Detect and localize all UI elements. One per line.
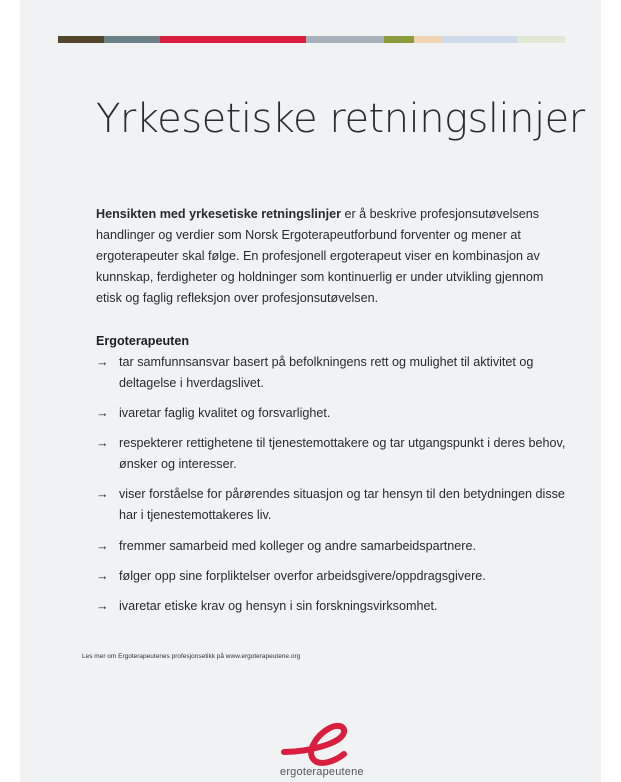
- list-item: [96, 566, 579, 587]
- stripe-segment-8: [517, 36, 565, 43]
- arrow-icon: →: [96, 599, 109, 613]
- list-item: [96, 352, 579, 394]
- document-page: [20, 0, 601, 782]
- list-item-text: fremmer samarbeid med kolleger og andre samarbeidspartnere.: [119, 539, 476, 553]
- ergoterapeutene-e-logo-icon: [276, 722, 366, 768]
- list-item: [96, 433, 579, 475]
- logo-text: ergoterapeutene: [280, 766, 364, 778]
- arrow-icon: →: [96, 539, 109, 553]
- list-item-text: følger opp sine forpliktelser overfor arbeidsgivere/oppdragsgivere.: [119, 569, 486, 583]
- stripe-segment-6: [414, 36, 442, 43]
- list-item: [96, 536, 579, 557]
- list-item: [96, 484, 579, 526]
- page-title: Yrkesetiske retningslinjer: [96, 96, 585, 142]
- stripe-segment-3: [160, 36, 306, 43]
- footnote: Les mer om Ergoterapeutenes profesjonsetikk på www.ergoterapeutene.org: [82, 653, 301, 660]
- arrow-icon: →: [96, 406, 109, 420]
- section-title: Ergoterapeuten: [96, 334, 190, 348]
- brand-logo: [276, 722, 366, 782]
- list-item-text: ivaretar faglig kvalitet og forsvarlighet.: [119, 406, 331, 420]
- arrow-icon: →: [96, 355, 109, 369]
- stripe-segment-2: [104, 36, 160, 43]
- stripe-segment-5: [384, 36, 414, 43]
- list-item-text: respekterer rettighetene til tjenestemottakere og tar utgangspunkt i deres behov, ønsker og interesser.: [119, 436, 566, 471]
- list-item-text: tar samfunnsansvar basert på befolkningens rett og mulighet til aktivitet og deltagelse i hverdagslivet.: [119, 355, 534, 390]
- color-stripe: [58, 36, 565, 43]
- stripe-segment-7: [442, 36, 517, 43]
- list-item-text: ivaretar etiske krav og hensyn i sin forskningsvirksomhet.: [119, 599, 438, 613]
- arrow-icon: →: [96, 569, 109, 583]
- list-item-text: viser forståelse for pårørendes situasjon og tar hensyn til den betydningen disse har i tjenestemottakeres liv.: [119, 487, 565, 522]
- list-item: [96, 403, 579, 424]
- stripe-segment-4: [306, 36, 384, 43]
- list-item: [96, 596, 579, 617]
- stripe-segment-1: [58, 36, 104, 43]
- arrow-icon: →: [96, 487, 109, 501]
- intro-paragraph: [96, 204, 546, 309]
- arrow-icon: →: [96, 436, 109, 450]
- intro-text: er å beskrive profesjonsutøvelsens handlinger og verdier som Norsk Ergoterapeutforbund forventer og mener at ergoterapeuter skal følge. En profesjonell ergoterapeut viser en kombinasjon av kunnskap, ferdigheter og holdninger som kontinuerlig er under utvikling gjennom etisk og faglig refleksjon over profesjonsutøvelsen.: [96, 207, 544, 305]
- intro-bold-lead: Hensikten med yrkesetiske retningslinjer: [96, 207, 341, 221]
